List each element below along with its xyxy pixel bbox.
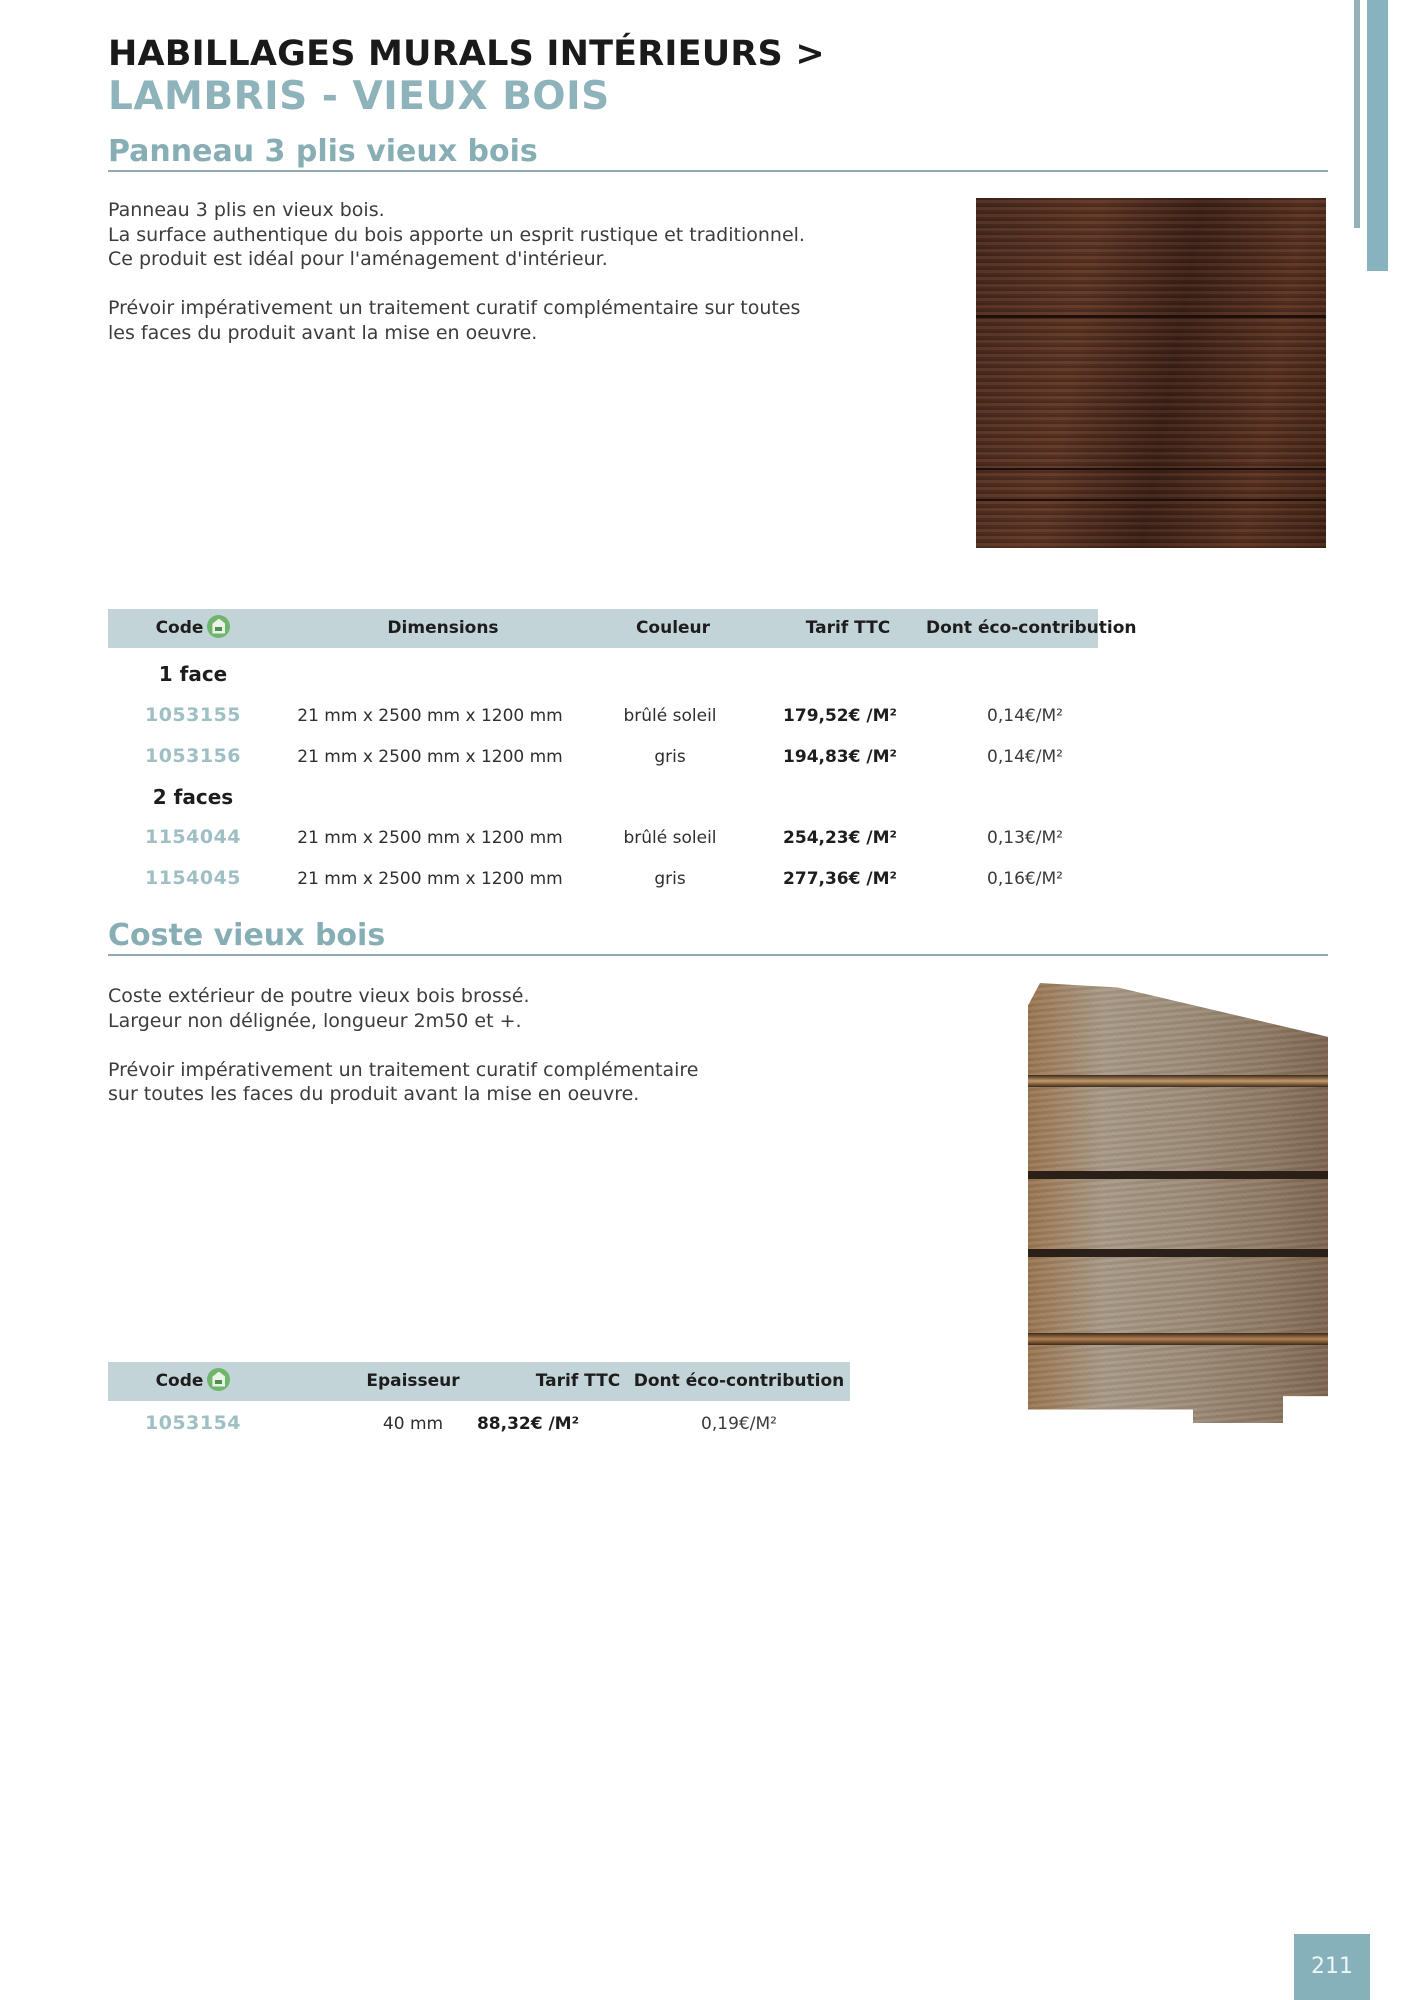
table-header-coste xyxy=(108,1362,850,1401)
category-heading: HABILLAGES MURALS INTÉRIEURS > xyxy=(108,34,825,74)
column-header-couleur: Couleur xyxy=(635,618,711,638)
couleur: gris xyxy=(654,869,686,889)
subcategory-heading: LAMBRIS - VIEUX BOIS xyxy=(108,74,610,119)
eco-house-icon xyxy=(207,615,230,638)
section-divider xyxy=(108,954,1328,956)
table-header-panneau xyxy=(108,609,1137,648)
column-header-tarif: Tarif TTC xyxy=(805,618,891,638)
tarif: 277,36€ /M² xyxy=(783,869,897,889)
product-code: 1154044 xyxy=(144,826,242,848)
section-title-panneau: Panneau 3 plis vieux bois xyxy=(108,134,538,169)
dimensions: 21 mm x 2500 mm x 1200 mm xyxy=(297,869,563,889)
eco-contribution: 0,14€/M² xyxy=(987,747,1063,767)
couleur: gris xyxy=(654,747,686,767)
group-label: 2 faces xyxy=(152,785,234,809)
column-header-epaisseur: Epaisseur xyxy=(366,1371,460,1391)
product-code: 1154045 xyxy=(144,867,242,889)
section-description-panneau: Panneau 3 plis en vieux bois. La surface authentique du bois apporte un esprit rustique et traditionnel. Ce produit est idéal pour l'aménagement d'intérieur. Prévoir impérativement un traitement curatif complémentaire sur toutes les faces du produit avant la mise en oeuvre. xyxy=(108,199,805,344)
column-header-eco: Dont éco-contribution xyxy=(633,1371,845,1391)
epaisseur: 40 mm xyxy=(382,1414,444,1434)
section-title-coste: Coste vieux bois xyxy=(108,918,386,953)
tarif: 179,52€ /M² xyxy=(783,706,897,726)
page-number: 211 xyxy=(1294,1934,1370,2000)
dimensions: 21 mm x 2500 mm x 1200 mm xyxy=(297,706,563,726)
product-code: 1053154 xyxy=(144,1412,242,1434)
dimensions: 21 mm x 2500 mm x 1200 mm xyxy=(297,747,563,767)
product-code: 1053156 xyxy=(144,745,242,767)
product-image-coste xyxy=(1028,983,1328,1432)
tarif: 254,23€ /M² xyxy=(783,828,897,848)
column-header-code: Code xyxy=(108,1362,278,1401)
eco-contribution: 0,13€/M² xyxy=(987,828,1063,848)
side-accent-bar-thin xyxy=(1354,0,1360,228)
eco-contribution: 0,16€/M² xyxy=(987,869,1063,889)
product-image-panneau xyxy=(976,198,1326,548)
couleur: brûlé soleil xyxy=(623,828,717,848)
column-header-dimensions: Dimensions xyxy=(387,618,499,638)
tarif: 88,32€ /M² xyxy=(476,1414,580,1434)
eco-contribution: 0,14€/M² xyxy=(987,706,1063,726)
eco-contribution: 0,19€/M² xyxy=(701,1414,777,1434)
section-divider xyxy=(108,170,1328,172)
eco-house-icon xyxy=(207,1368,230,1391)
column-header-tarif: Tarif TTC xyxy=(535,1371,621,1391)
column-header-code: Code xyxy=(108,609,278,648)
tarif: 194,83€ /M² xyxy=(783,747,897,767)
section-description-coste: Coste extérieur de poutre vieux bois brossé. Largeur non délignée, longueur 2m50 et +. Prévoir impérativement un traitement curatif complémentaire sur toutes les faces du produit avant la mise en oeuvre. xyxy=(108,985,699,1105)
group-label: 1 face xyxy=(158,662,228,686)
side-accent-bar-thick xyxy=(1367,0,1388,271)
dimensions: 21 mm x 2500 mm x 1200 mm xyxy=(297,828,563,848)
couleur: brûlé soleil xyxy=(623,706,717,726)
product-code: 1053155 xyxy=(144,704,242,726)
column-header-eco: Dont éco-contribution xyxy=(926,618,1137,638)
